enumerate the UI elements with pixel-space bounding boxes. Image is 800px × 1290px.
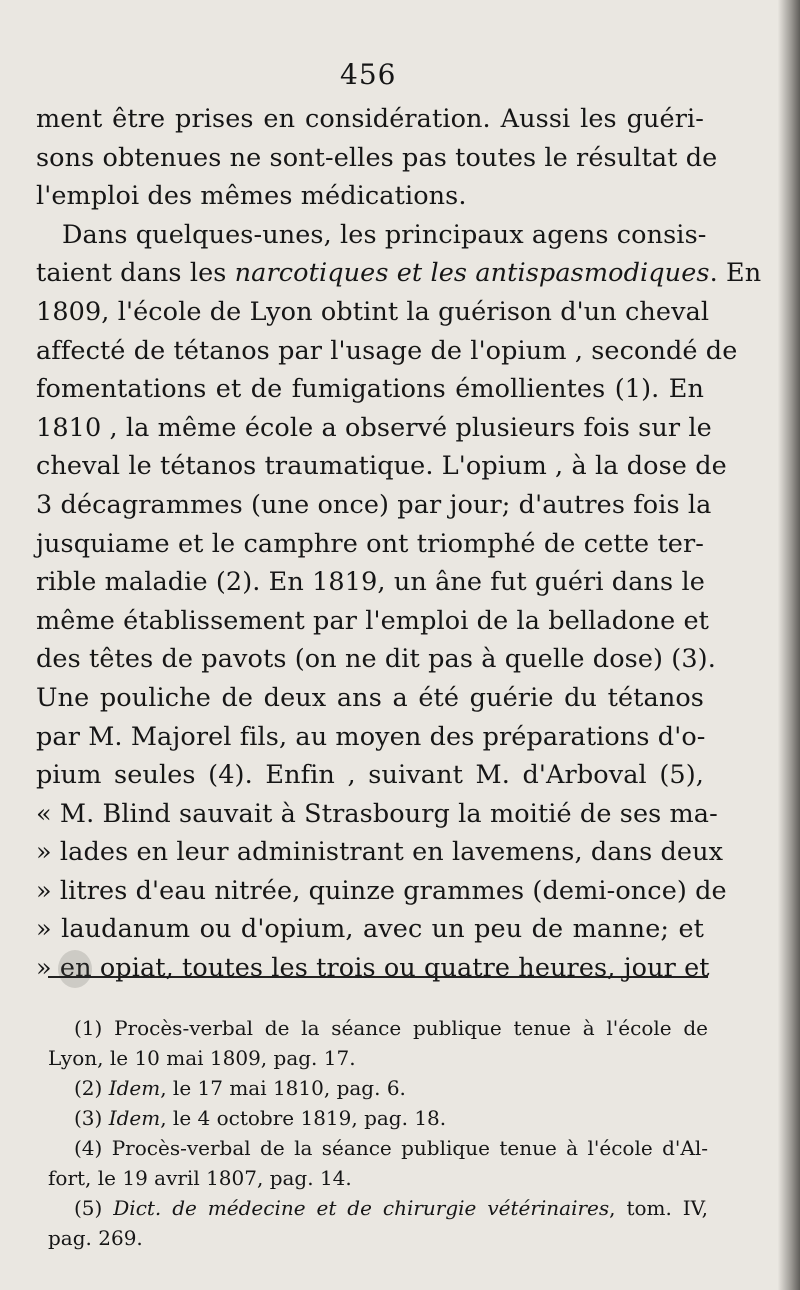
body-line-5 — [36, 254, 762, 293]
footnote-4-line-2: fort, le 19 avril 1807, pag. 14. — [48, 1166, 352, 1190]
footnote-2 — [48, 1073, 708, 1103]
body-line-10: cheval le tétanos traumatique. L'opium , à la dose de — [36, 451, 727, 482]
body-line-12: jusquiame et le camphre ont triomphé de cette ter- — [36, 528, 704, 559]
body-text — [36, 100, 762, 988]
footnote-1-line-1: (1) Procès-verbal de la séance publique tenue à l'école de — [74, 1016, 708, 1040]
body-line-15: des têtes de pavots (on ne dit pas à quelle dose) (3). — [36, 644, 716, 675]
body-line-3: l'emploi des mêmes médications. — [36, 181, 467, 212]
body-line-23: » en opiat, toutes les trois ou quatre heures, jour et — [36, 953, 710, 984]
footnote-5-line-1 — [48, 1193, 708, 1223]
body-line-22: » laudanum ou d'opium, avec un peu de manne; et — [36, 914, 704, 945]
footnote-3-number: (3) — [74, 1106, 109, 1130]
footnote-2-italic: Idem — [108, 1076, 161, 1100]
body-line-19: « M. Blind sauvait à Strasbourg la moitié de ses ma- — [36, 798, 718, 829]
footnotes — [48, 1013, 708, 1253]
footnote-3 — [48, 1103, 708, 1133]
footnote-3-rest: , le 4 octobre 1819, pag. 18. — [160, 1106, 447, 1130]
body-line-18: pium seules (4). Enfin , suivant M. d'Arboval (5), — [36, 760, 704, 791]
footnote-5-number: (5) — [74, 1196, 114, 1220]
page-edge-shadow — [778, 0, 800, 1290]
body-line-7: affecté de tétanos par l'usage de l'opium , secondé de — [36, 335, 738, 366]
footnote-5-rest: , tom. IV, — [609, 1196, 708, 1220]
body-line-9: 1810 , la même école a observé plusieurs fois sur le — [36, 412, 712, 443]
body-line-5-italic: narcotiques et les antispasmodiques — [234, 258, 710, 289]
page-number: 456 — [340, 58, 397, 91]
footnote-rule — [48, 976, 708, 978]
body-line-13: rible maladie (2). En 1819, un âne fut guéri dans le — [36, 567, 705, 598]
body-line-20: » lades en leur administrant en lavemens, dans deux — [36, 837, 724, 868]
footnote-1-line-2: Lyon, le 10 mai 1809, pag. 17. — [48, 1046, 356, 1070]
body-line-5-b: . En — [709, 258, 762, 289]
footnote-5-line-2: pag. 269. — [48, 1226, 143, 1250]
body-line-2: sons obtenues ne sont-elles pas toutes le résultat de — [36, 142, 718, 173]
footnote-2-number: (2) — [74, 1076, 109, 1100]
body-line-14: même établissement par l'emploi de la belladone et — [36, 605, 710, 636]
body-line-21: » litres d'eau nitrée, quinze grammes (demi-once) de — [36, 875, 727, 906]
body-line-16: Une pouliche de deux ans a été guérie du tétanos — [36, 682, 704, 713]
body-line-1: ment être prises en considération. Aussi les guéri- — [36, 104, 704, 134]
ink-smudge — [58, 950, 92, 988]
body-line-17: par M. Majorel fils, au moyen des préparations d'o- — [36, 721, 706, 752]
body-line-5-a: taient dans les — [36, 258, 235, 289]
body-line-11: 3 décagrammes (une once) par jour; d'autres fois la — [36, 489, 712, 520]
footnote-4-line-1: (4) Procès-verbal de la séance publique tenue à l'école d'Al- — [74, 1136, 708, 1160]
body-line-6: 1809, l'école de Lyon obtint la guérison d'un cheval — [36, 296, 710, 327]
footnote-5-italic: Dict. de médecine et de chirurgie vétérinaires — [113, 1196, 610, 1220]
footnote-2-rest: , le 17 mai 1810, pag. 6. — [160, 1076, 406, 1100]
footnote-3-italic: Idem — [108, 1106, 161, 1130]
body-line-4: Dans quelques-unes, les principaux agens consis- — [62, 219, 707, 250]
body-line-8: fomentations et de fumigations émollientes (1). En — [36, 374, 704, 405]
